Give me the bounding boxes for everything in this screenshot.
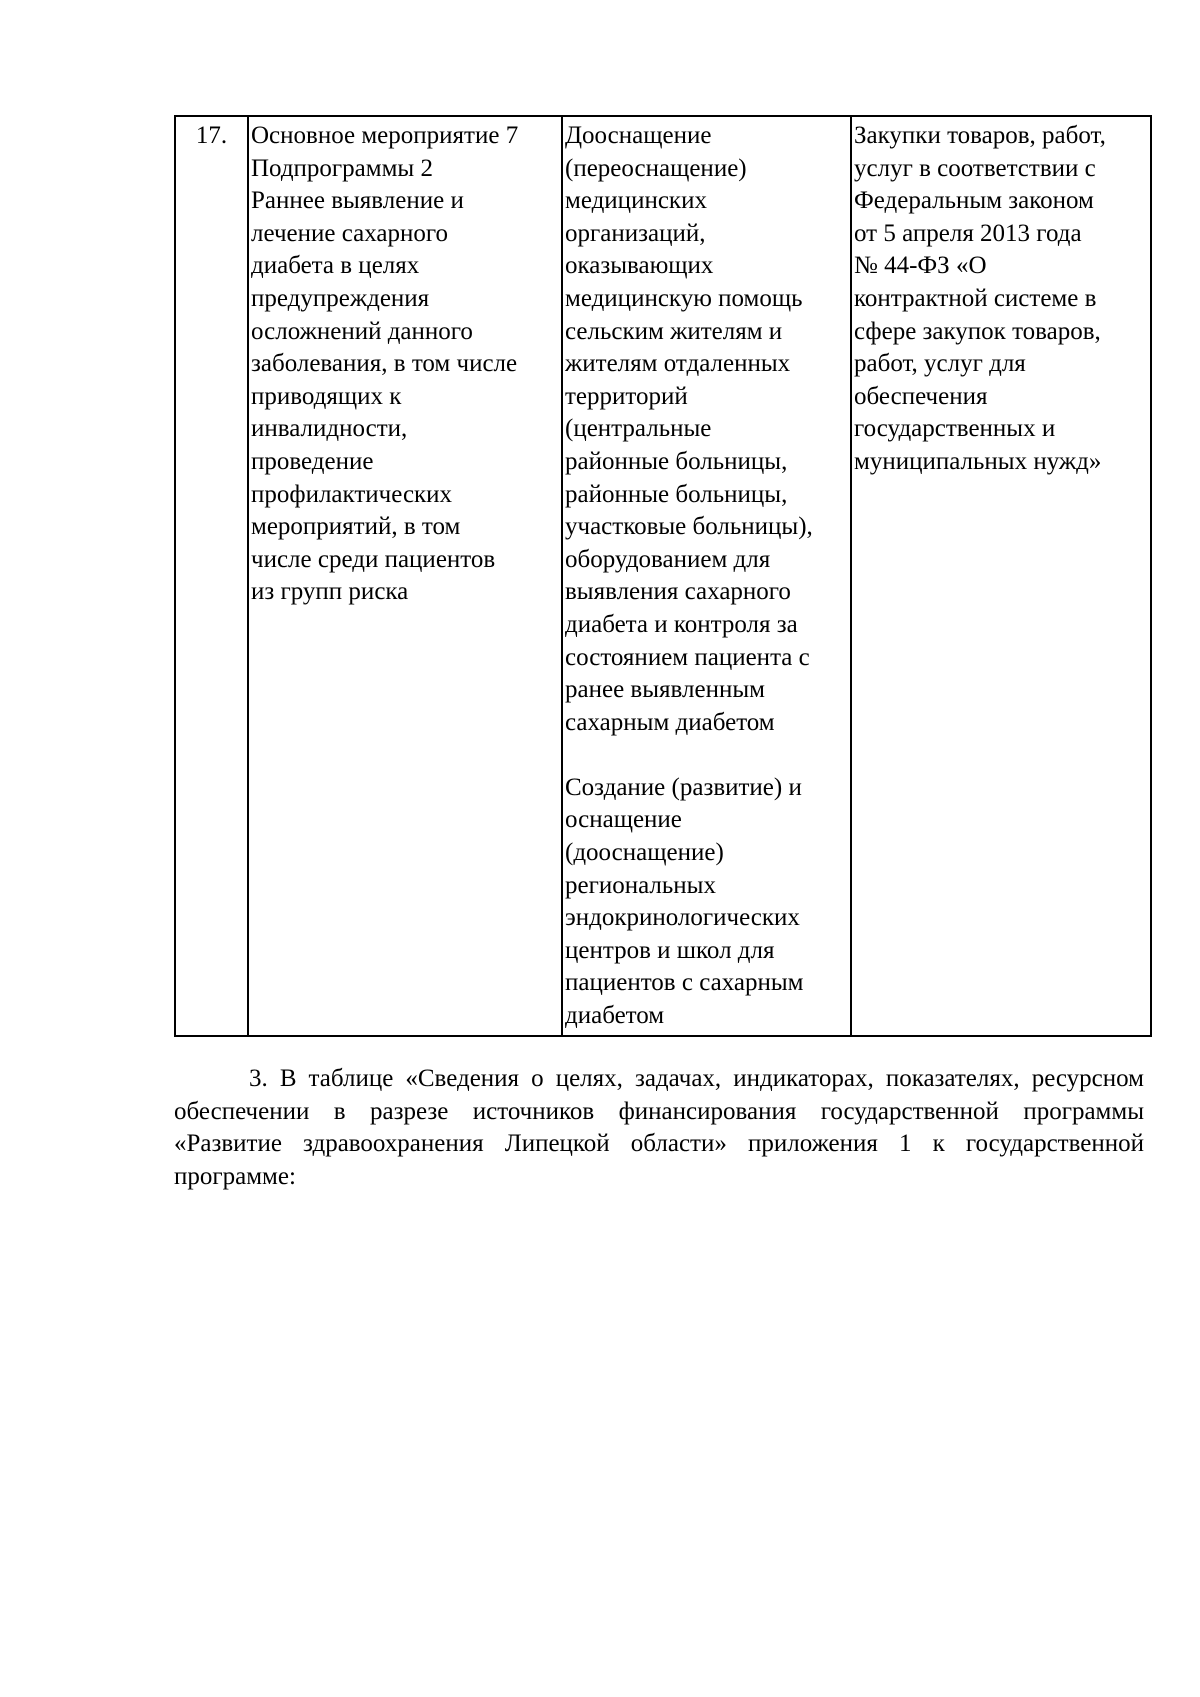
measures-table xyxy=(174,115,1152,1037)
body-paragraph: 3. В таблице «Сведения о целях, задачах, индикаторах, показателях, ресурсном обеспечении в разрезе источников финансирования государственной программы «Развитие здравоохранения Липецкой области» приложения 1 к государственной программе: xyxy=(174,1065,1144,1190)
row-number-cell: 17. xyxy=(175,116,248,1036)
description-part-1: Дооснащение (переоснащение) медицинских организаций, оказывающих медицинскую помощь сельским жителям и жителям отдаленных территорий (центральные районные больницы, районные больницы, участковые больницы), оборудованием для выявления сахарного диабета и контроля за состоянием пациента с ранее выявленным сахарным диабетом xyxy=(565,122,813,736)
procurement-cell: Закупки товаров, работ, услуг в соответствии с Федеральным законом от 5 апреля 2013 года № 44-ФЗ «О контрактной системе в сфере закупок товаров, работ, услуг для обеспечения государственных и муниципальных нужд» xyxy=(851,116,1151,1036)
description-part-2: Создание (развитие) и оснащение (дооснащение) региональных эндокринологических центров и школ для пациентов с сахарным диабетом xyxy=(565,773,804,1030)
description-gap xyxy=(565,739,848,772)
measure-description-cell xyxy=(562,116,851,1036)
table-row xyxy=(175,116,1151,1036)
measure-name-cell: Основное мероприятие 7 Подпрограммы 2 Раннее выявление и лечение сахарного диабета в целях предупреждения осложнений данного заболевания, в том числе приводящих к инвалидности, проведение профилактических мероприятий, в том числе среди пациентов из групп риска xyxy=(248,116,562,1036)
